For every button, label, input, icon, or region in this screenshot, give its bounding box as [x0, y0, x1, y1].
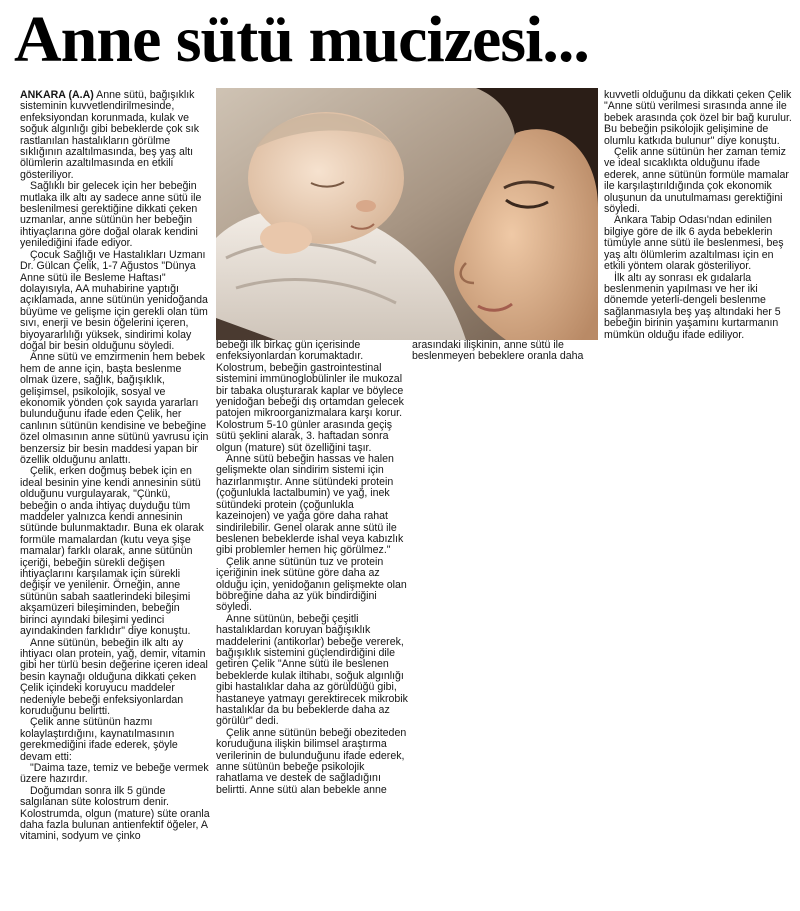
paragraph-text: Anne sütü, bağışıklık sisteminin kuvvetlendirilmesinde, enfeksiyondan korunmada, kulak ve soğuk algınlığı gibi bebeklerde çok sık rastlanılan hastalıkların görülme sıklığının azaltılmasında, beş yaş altı ölümlerin azaltılmasında en etkili gösteriliyor. [20, 90, 200, 181]
paragraph: Ankara Tabip Odası'ndan edinilen bilgiye göre de ilk 6 ayda bebeklerin tümüyle anne sütü ile beslenmesi, beş yaş altı ölümlerim azaltılması için en etkili yöntem olarak gösteriliyor. [604, 214, 784, 273]
paragraph: Anne sütü bebeğin hassas ve halen gelişmekte olan sindirim sistemi için hazırlanmıştır. Anne sütündeki protein (çoğunlukla lactalbumin) ve yağ, inek sütündeki protein (çoğunlukla kazeinojen) ve yağa göre daha rahat sindirilebilir. Genel olarak anne sütü ile beslenen bebeklerde ishal veya kabızlık gibi problemler hemen hiç görülmez." [216, 453, 404, 557]
paragraph: Çelik anne sütünün tuz ve protein içeriğinin inek sütüne göre daha az olduğu için, yenidoğanın gelişmekte olan böbreğine daha az yük bindirdiğini söyledi. [216, 555, 407, 614]
mother-and-baby-photo [216, 88, 598, 340]
paragraph: Çocuk Sağlığı ve Hastalıkları Uzmanı Dr. Gülcan Çelik, 1-7 Ağustos "Dünya Anne sütü ile Besleme Haftası" dolayısıyla, AA muhabirine yaptığı açıklamada, anne sütünün yenidoğanda büyüme ve gelişme için gerekli olan tüm sıvı, enerji ve besin öğelerini içeren, biyoyararlılığı yüksek, sindirimi kolay doğal bir besin olduğunu söyledi. [20, 248, 208, 352]
article-column-3 [412, 340, 598, 380]
article-column-1 [20, 90, 210, 905]
paragraph: Anne sütü ve emzirmenin hem bebek hem de anne için, başta beslenme olmak üzere, sağlık, bağışıklık, gelişimsel, psikolojik, sosyal ve ekonomik yönden çok sayıda yararları bulunduğunu ifade eden Çelik, her canlının sütünün kendisine ve bebeğine özel olmasının anne sütünü yavrusu için benzersiz bir besin maddesi yapan bir özellik olduğunu anlattı. [20, 351, 209, 466]
paragraph: Anne sütünün, bebeğin ilk altı ay ihtiyacı olan protein, yağ, demir, vitamin gibi her türlü besin değerine içeren ideal besin kaynağı olduğuna dikkati çeken Çelik içindeki koruyucu maddeler nedeniyle bebeği enfeksiyonlardan koruduğunu belirtti. [20, 636, 208, 717]
paragraph: "Daima taze, temiz ve bebeğe vermek üzere hazırdır. [20, 761, 209, 786]
paragraph: bebeği ilk birkaç gün içerisinde enfeksiyonlardan korumaktadır. Kolostrum, bebeğin gastrointestinal sistemini immünoglobülinler ile mukozal bir tabaka oluşturarak kaplar ve böylece yenidoğan bebeği dış ortamdan gelecek patojen mikroorganizmalara karşı korur. Kolostrum 5-10 günler arasında geçiş sütü şeklini alarak, 3. haftadan sonra olgun (mature) süt özelliğini taşır. [216, 340, 404, 454]
paragraph: Sağlıklı bir gelecek için her bebeğin mutlaka ilk altı ay sadece anne sütü ile beslenilmesi gerektiğine dikkati çeken uzmanlar, anne sütünün her bebeğin ihtiyaçlarına göre doğal olarak kendini yenilediğini ifade ediyor. [20, 180, 202, 250]
article-column-2 [216, 340, 408, 900]
paragraph: kuvvetli olduğunu da dikkati çeken Çelik "Anne sütü verilmesi sırasında anne ile bebek arasında çok özel bir bağ kurulur. Bu bebeğin psikolojik gelişimine de olumlu katkıda bulunur" diye konuştu. [604, 90, 792, 147]
article-column-4 [604, 90, 794, 390]
paragraph: Doğumdan sonra ilk 5 günde salgılanan süte kolostrum denir. Kolostrumda, olgun (mature) süte oranla daha fazla bulunan antienfektif öğeler, A vitamini, sodyum ve çinko [20, 784, 210, 843]
paragraph: Çelik anne sütünün bebeği obeziteden koruduğuna ilişkin bilimsel araştırma verilerinin de bulunduğunu ifade ederek, anne sütünün bebeğe psikolojik rahatlama ve destek de sağladığını belirtti. Anne sütü alan bebekle anne [216, 726, 407, 796]
dateline: ANKARA (A.A) [20, 90, 94, 101]
paragraph: İlk altı ay sonrası ek gıdalarla beslenmenin yapılması ve her iki dönemde yeterli-dengeli beslenme sağlanmasıyla beş yaş altındaki her 5 bebeğin birinin yaşamını kurtarmanın mümkün olduğu ifade ediliyor. [604, 271, 781, 341]
headline: Anne sütü mucizesi... [14, 3, 589, 76]
paragraph: Çelik, erken doğmuş bebek için en ideal besinin yine kendi annesinin sütü olduğunu vurgulayarak, "Çünkü, bebeğin o anda ihtiyaç duyduğu tüm maddeler yalnızca kendi annesinin sütünde bulunmaktadır. Buna ek olarak formüle mamalardan (kutu veya şişe mamalar) farklı olarak, anne sütünün içeriği, bebeğin sürekli değişen ihtiyaçlarını karşılamak için sürekli değişir ve yenilenir. Örneğin, anne sütünün sabah saatlerindeki bileşimi akşamüzeri bileşiminden, bebeğin birinci ayındaki bileşimi yedinci ayındakinden farklıdır" diye konuştu. [20, 465, 204, 638]
paragraph: arasındaki ilişkinin, anne sütü ile beslenmeyen bebeklere oranla daha [412, 340, 584, 363]
paragraph [20, 90, 210, 181]
paragraph: Çelik anne sütünün her zaman temiz ve ideal sıcaklıkta olduğunu ifade ederek, anne sütünün formüle mamalar ile karşılaştırıldığında çok ekonomik oluşunun da unutulmaması gerektiğini söyledi. [604, 146, 789, 216]
paragraph: Çelik anne sütünün hazmı kolaylaştırdığını, kaynatılmasının gerekmediğini ifade ederek, şöyle devam etti: [20, 716, 178, 763]
paragraph: Anne sütünün, bebeği çeşitli hastalıklardan koruyan bağışıklık maddelerini (antikorlar) bebeğe vererek, bağışıklık sistemini güçlendirdiğini dile getiren Çelik "Anne sütü ile beslenen bebeklerde kulak iltihabı, soğuk algınlığı gibi hastalıklar daha az görüldüğü gibi, hastaneye yatmayı gerektirecek mikrobik hastalıklar da bu bebeklerde daha az görülür" dedi. [216, 612, 408, 728]
photo-illustration [216, 88, 598, 340]
